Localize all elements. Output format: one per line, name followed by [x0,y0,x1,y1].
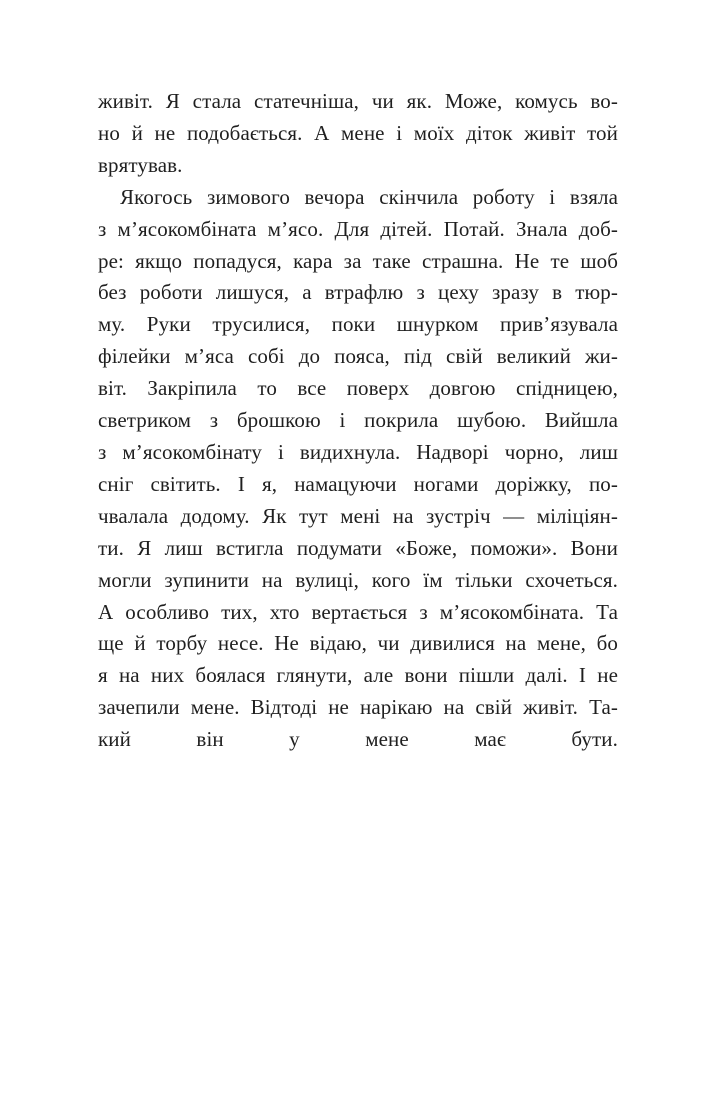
text-line: живіт. Я стала статечніша, чи як. Може, комусь во- [98,89,618,113]
paragraph-1 [98,86,618,182]
text-line: светриком з брошкою і покрила шубою. Вийшла [98,408,618,433]
text-line: філейки м’яса собі до пояса, під свій великий жи- [98,344,618,369]
page-text [98,86,618,756]
text-line: чвалала додому. Як тут мені на зустріч — міліціян- [98,503,618,528]
text-line: зачепили мене. Відтоді не нарікаю на свій живіт. Та- [98,695,618,720]
text-line: кий він у мене має бути. [98,727,618,752]
text-line: А особливо тих, хто вертається з м’ясокомбіната. Та [98,599,618,624]
text-line: ре: якщо попадуся, кара за таке страшна. Не те шоб [98,248,618,273]
text-line: ще й торбу несе. Не відаю, чи дивилися на мене, бо [98,631,618,656]
text-line: віт. Закріпила то все поверх довгою спідницею, [98,376,618,401]
text-line: з м’ясокомбінату і видихнула. Надворі чорно, лиш [98,439,618,464]
text-line: з м’ясокомбіната м’ясо. Для дітей. Потай. Знала доб- [98,216,618,241]
text-line: Якогось зимового вечора скінчила роботу і взяла [120,184,618,209]
text-line: ти. Я лиш встигла подумати «Боже, поможи». Вони [98,535,618,560]
text-line: му. Руки трусилися, поки шнурком прив’язувала [98,312,618,337]
text-line: но й не подобається. А мене і моїх діток живіт той [98,120,618,145]
paragraph-2 [98,182,618,756]
text-line: сніг світить. І я, намацуючи ногами доріжку, по- [98,471,618,496]
text-line: могли зупинити на вулиці, кого їм тільки схочеться. [98,567,618,592]
text-line: я на них боялася глянути, але вони пішли далі. І не [98,663,618,688]
text-line: без роботи лишуся, а втрафлю з цеху зразу в тюр- [98,280,618,305]
text-line: врятував. [98,152,183,177]
